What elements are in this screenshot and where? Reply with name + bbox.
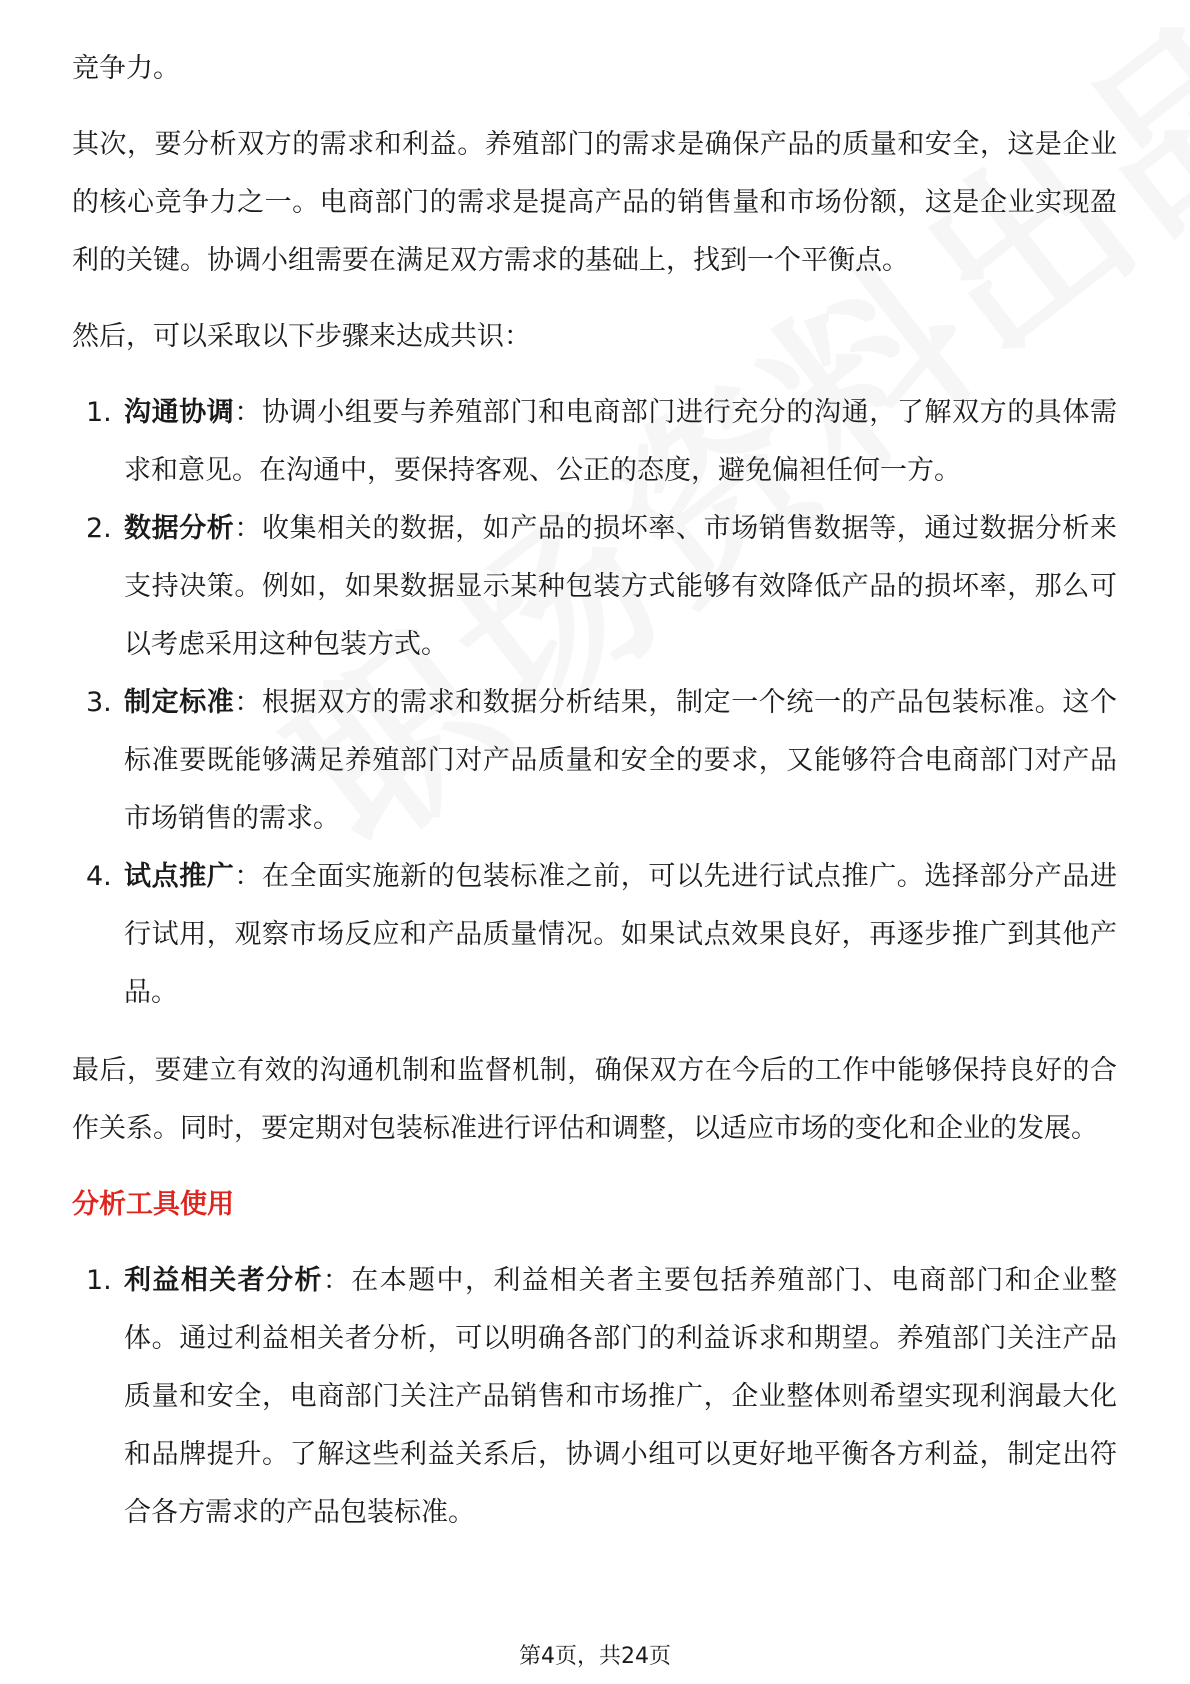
section-heading: 分析工具使用 <box>72 1189 234 1220</box>
tools-list <box>72 1252 1117 1542</box>
list-item <box>72 674 1117 848</box>
list-term: 制定标准 <box>124 687 235 718</box>
list-number: 1. <box>86 397 112 428</box>
paragraph-continuation: 竞争力。 <box>72 53 180 84</box>
list-number: 4. <box>86 861 112 892</box>
list-item <box>72 384 1117 500</box>
list-item <box>72 500 1117 674</box>
list-item <box>72 1252 1117 1542</box>
page-content <box>72 40 1117 1542</box>
list-text: ：在全面实施新的包装标准之前，可以先进行试点推广。选择部分产品进行试用，观察市场反应和产品质量情况。如果试点效果良好，再逐步推广到其他产品。 <box>124 861 1118 1008</box>
list-term: 沟通协调 <box>124 397 235 428</box>
list-text: ：在本题中，利益相关者主要包括养殖部门、电商部门和企业整体。通过利益相关者分析，可以明确各部门的利益诉求和期望。养殖部门关注产品质量和安全，电商部门关注产品销售和市场推广，企业整体则希望实现利润最大化和品牌提升。了解这些利益关系后，协调小组可以更好地平衡各方利益，制定出符合各方需求的产品包装标准。 <box>124 1265 1118 1528</box>
list-number: 2. <box>86 513 112 544</box>
list-number: 3. <box>86 687 112 718</box>
list-text: ：协调小组要与养殖部门和电商部门进行充分的沟通，了解双方的具体需求和意见。在沟通中，要保持客观、公正的态度，避免偏袒任何一方。 <box>124 397 1118 486</box>
page-footer: 第4页，共24页 <box>519 1644 671 1669</box>
list-text: ：根据双方的需求和数据分析结果，制定一个统一的产品包装标准。这个标准要既能够满足养殖部门对产品质量和安全的要求，又能够符合电商部门对产品市场销售的需求。 <box>124 687 1118 834</box>
list-term: 数据分析 <box>124 513 235 544</box>
paragraph-needs-analysis: 其次，要分析双方的需求和利益。养殖部门的需求是确保产品的质量和安全，这是企业的核心竞争力之一。电商部门的需求是提高产品的销售量和市场份额，这是企业实现盈利的关键。协调小组需要在满足双方需求的基础上，找到一个平衡点。 <box>72 129 1117 276</box>
list-item <box>72 848 1117 1022</box>
steps-list <box>72 384 1117 1022</box>
list-number: 1. <box>86 1265 112 1296</box>
paragraph-conclusion: 最后，要建立有效的沟通机制和监督机制，确保双方在今后的工作中能够保持良好的合作关系。同时，要定期对包装标准进行评估和调整，以适应市场的变化和企业的发展。 <box>72 1055 1117 1144</box>
list-text: ：收集相关的数据，如产品的损坏率、市场销售数据等，通过数据分析来支持决策。例如，如果数据显示某种包装方式能够有效降低产品的损坏率，那么可以考虑采用这种包装方式。 <box>124 513 1118 660</box>
list-term: 利益相关者分析 <box>124 1265 323 1296</box>
paragraph-steps-intro: 然后，可以采取以下步骤来达成共识： <box>72 321 531 352</box>
list-term: 试点推广 <box>124 861 235 892</box>
